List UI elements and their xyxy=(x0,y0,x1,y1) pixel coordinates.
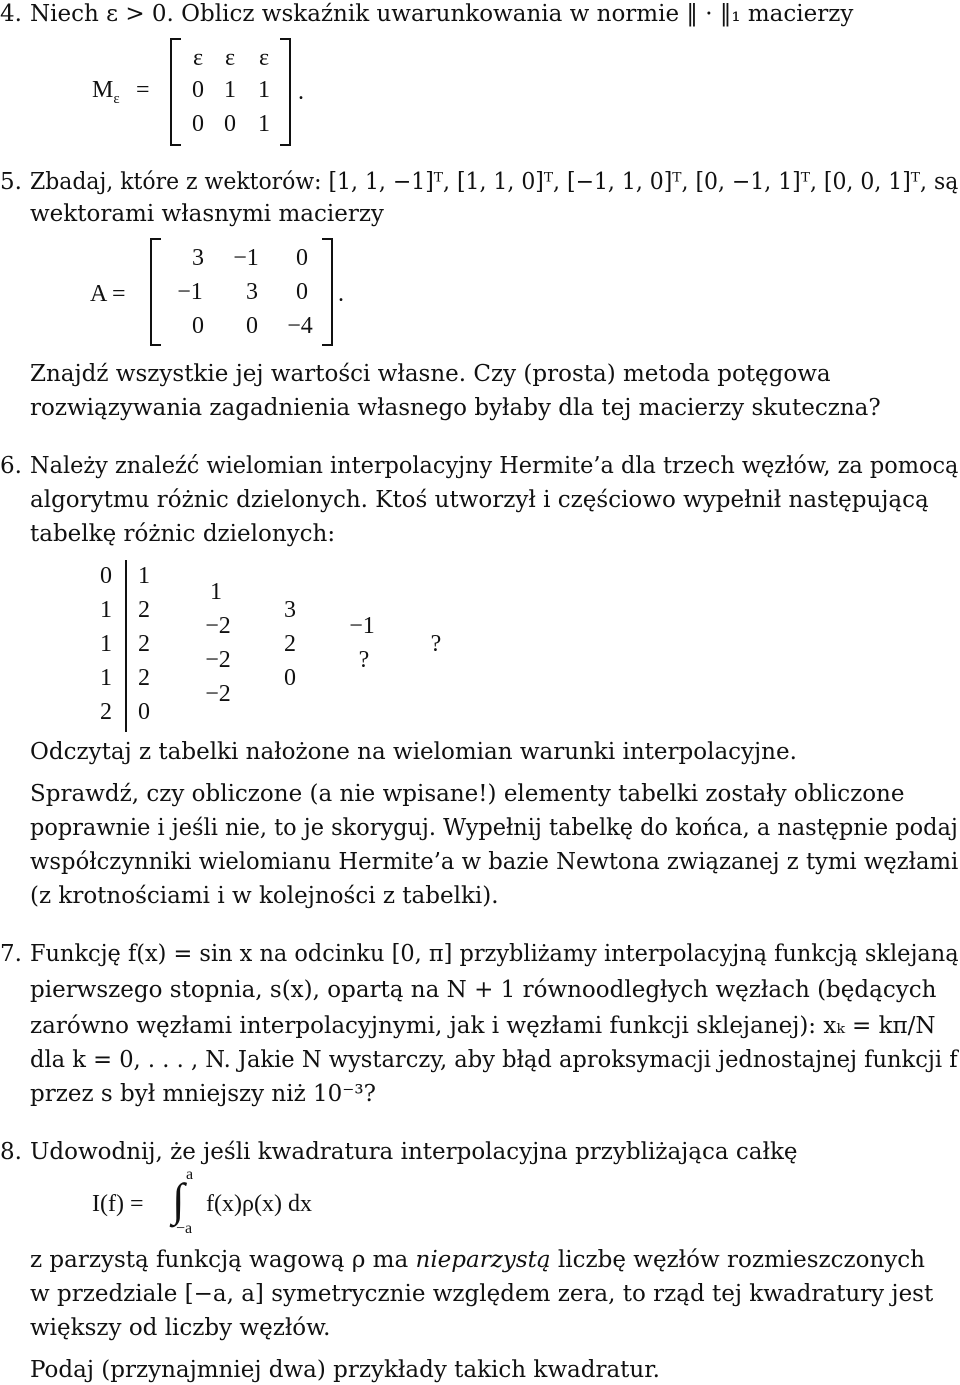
integrand: f(x)ρ(x) dx xyxy=(206,1191,312,1217)
matrix-a-label: A = xyxy=(90,281,126,307)
table-cell-x: 1 xyxy=(100,631,112,657)
table-cell-diff2: 3 xyxy=(284,597,296,623)
problem-5-text: Znajdź wszystkie jej wartości własne. Czy (prosta) metoda potęgowa xyxy=(30,361,831,387)
problem-8-text: większy od liczby węzłów. xyxy=(30,1315,331,1341)
matrix-m-subscript: ε xyxy=(113,90,120,107)
problem-5-number: 5. xyxy=(0,169,22,195)
problem-6-text: algorytmu różnic dzielonych. Ktoś utworzył i częściowo wypełnił następującą xyxy=(30,487,929,513)
matrix-cell: 0 xyxy=(192,77,204,103)
problem-7-text: przez s był mniejszy niż 10⁻³? xyxy=(30,1081,376,1107)
integral-lower-limit: −a xyxy=(176,1220,193,1237)
table-cell-f: 2 xyxy=(138,597,150,623)
matrix-m-label: M xyxy=(92,77,114,103)
matrix-cell: ε xyxy=(258,45,270,71)
matrix-cell: 0 xyxy=(192,111,204,137)
table-cell-f: 2 xyxy=(138,665,150,691)
problem-7-text: pierwszego stopnia, s(x), opartą na N + 1 równoodległych węzłach (będących xyxy=(30,977,937,1003)
problem-6-text: Należy znaleźć wielomian interpolacyjny Hermite’a dla trzech węzłów, za pomocą xyxy=(30,453,959,479)
equals-sign: = xyxy=(136,77,150,103)
table-cell-f: 2 xyxy=(138,631,150,657)
matrix-cell: 1 xyxy=(224,77,236,103)
problem-8-number: 8. xyxy=(0,1139,22,1165)
right-bracket xyxy=(322,238,333,346)
matrix-cell: −4 xyxy=(287,313,313,339)
table-cell-diff3: ? xyxy=(358,647,370,673)
table-cell-x: 1 xyxy=(100,597,112,623)
table-cell-f: 1 xyxy=(138,563,150,589)
problem-6-text: tabelkę różnic dzielonych: xyxy=(30,521,336,547)
table-cell-diff1: −2 xyxy=(205,647,231,673)
problem-8-text-part: z parzystą funkcją wagową ρ ma xyxy=(30,1247,416,1273)
matrix-cell: −1 xyxy=(233,245,259,271)
integral-upper-limit: a xyxy=(186,1166,194,1183)
problem-6-text: współczynniki wielomianu Hermite’a w bazie Newtona związanej z tymi węzłami xyxy=(30,849,959,875)
problem-6-number: 6. xyxy=(0,453,22,479)
problem-8-text-part: liczbę węzłów rozmieszczonych xyxy=(550,1247,925,1273)
matrix-cell: 1 xyxy=(258,77,270,103)
table-cell-diff1: −2 xyxy=(205,613,231,639)
problem-7-text: zarówno węzłami interpolacyjnymi, jak i węzłami funkcji sklejanej): xₖ = kπ/N xyxy=(30,1013,936,1039)
table-cell-diff1: 1 xyxy=(210,579,222,605)
matrix-cell: 0 xyxy=(224,111,236,137)
table-cell-diff4: ? xyxy=(430,631,442,657)
problem-5-text: wektorami własnymi macierzy xyxy=(30,201,384,227)
matrix-cell: 0 xyxy=(296,279,308,305)
integral-sign: ∫ xyxy=(172,1174,185,1225)
matrix-cell: −1 xyxy=(177,279,203,305)
problem-7-text: dla k = 0, . . . , N. Jakie N wystarczy, aby błąd aproksymacji jednostajnej funkcji f xyxy=(30,1047,958,1073)
problem-5-text: Zbadaj, które z wektorów: [1, 1, −1]ᵀ, [1, 1, 0]ᵀ, [−1, 1, 0]ᵀ, [0, −1, 1]ᵀ, [0, 0, 1]ᵀ, są xyxy=(30,169,959,195)
problem-8-text xyxy=(30,1246,925,1274)
table-cell-diff3: −1 xyxy=(349,613,375,639)
problem-4-number: 4. xyxy=(0,1,22,27)
problem-7-text: Funkcję f(x) = sin x na odcinku [0, π] przybliżamy interpolacyjną funkcją sklejaną xyxy=(30,941,959,967)
matrix-cell: 3 xyxy=(246,279,258,305)
matrix-period: . xyxy=(298,79,304,105)
problem-7-number: 7. xyxy=(0,941,22,967)
problem-5-text: rozwiązywania zagadnienia własnego byłaby dla tej macierzy skuteczna? xyxy=(30,395,881,421)
problem-6-text: Sprawdź, czy obliczone (a nie wpisane!) elementy tabelki zostały obliczone xyxy=(30,781,905,807)
problem-8-text: w przedziale [−a, a] symetrycznie względem zera, to rząd tej kwadratury jest xyxy=(30,1281,934,1307)
problem-6-text: Odczytaj z tabelki nałożone na wielomian warunki interpolacyjne. xyxy=(30,739,797,765)
problem-6-text: poprawnie i jeśli nie, to je skoryguj. Wypełnij tabelkę do końca, a następnie podaj xyxy=(30,815,958,841)
table-cell-diff1: −2 xyxy=(205,681,231,707)
table-cell-diff2: 2 xyxy=(284,631,296,657)
matrix-cell: 1 xyxy=(258,111,270,137)
table-cell-x: 0 xyxy=(100,563,112,589)
matrix-cell: ε xyxy=(192,45,204,71)
emphasis-text: nieparzystą xyxy=(415,1247,551,1273)
problem-6-text: (z krotnościami i w kolejności z tabelki). xyxy=(30,883,499,909)
problem-8-text: Podaj (przynajmniej dwa) przykłady takich kwadratur. xyxy=(30,1357,660,1383)
table-cell-x: 1 xyxy=(100,665,112,691)
table-cell-x: 2 xyxy=(100,699,112,725)
matrix-cell: 0 xyxy=(246,313,258,339)
matrix-cell: 3 xyxy=(192,245,204,271)
matrix-cell: ε xyxy=(224,45,236,71)
matrix-period: . xyxy=(338,281,344,307)
problem-4-text: Niech ε > 0. Oblicz wskaźnik uwarunkowania w normie ‖ · ‖₁ macierzy xyxy=(30,1,854,27)
table-cell-f: 0 xyxy=(138,699,150,725)
table-cell-diff2: 0 xyxy=(284,665,296,691)
matrix-cell: 0 xyxy=(192,313,204,339)
problem-8-text: Udowodnij, że jeśli kwadratura interpolacyjna przybliżająca całkę xyxy=(30,1139,798,1165)
formula-lhs: I(f) = xyxy=(92,1191,144,1217)
matrix-cell: 0 xyxy=(296,245,308,271)
left-bracket xyxy=(150,238,161,346)
